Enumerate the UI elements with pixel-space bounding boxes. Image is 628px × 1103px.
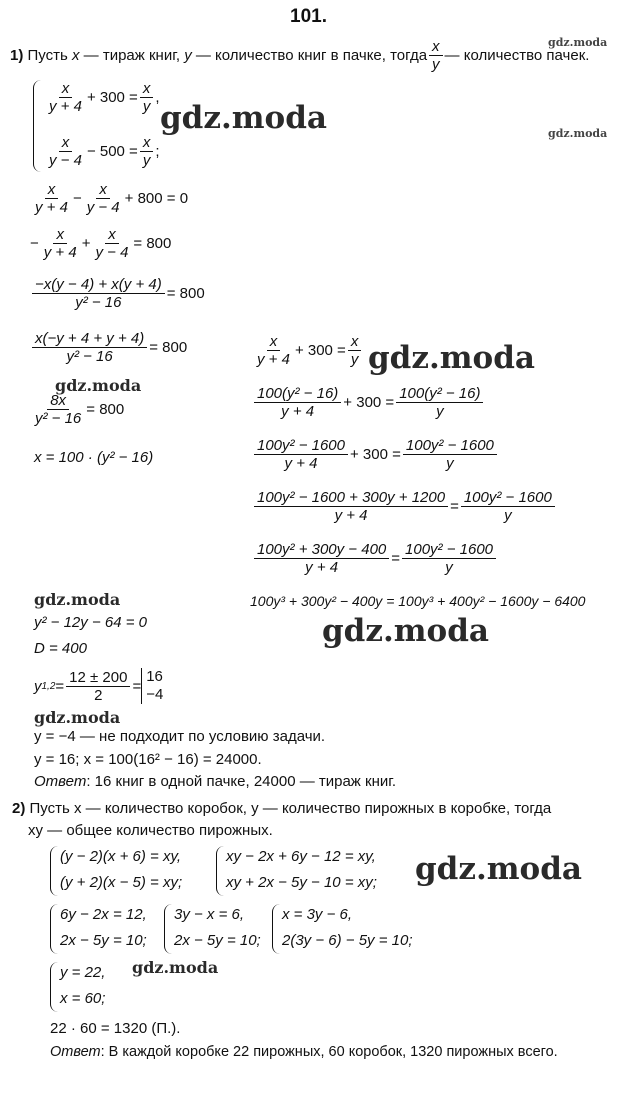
problem-number: 101. bbox=[290, 6, 327, 27]
roots: y 1,2 = $\frac{12 \pm 200}{2}$ = 16 −4 bbox=[34, 668, 164, 704]
accepted-root: y = 16; x = 100(16² − 16) = 24000. bbox=[34, 751, 262, 768]
system-brace-E bbox=[272, 904, 280, 954]
rejected-root: y = −4 — не подходит по условию задачи. bbox=[34, 728, 326, 745]
sysE-eq1: x = 3y − 6, bbox=[282, 906, 353, 923]
sysE-eq2: 2(3y − 6) − 5y = 10; bbox=[282, 932, 413, 949]
step-subtract: $\frac{x}{y + 4}$ − $\frac{x}{y - 4}$ + 800 = 0 bbox=[35, 181, 189, 216]
sys1-eq1: $\frac{x}{y + 4}$ + 300 = $\frac{x}{y}$ , bbox=[49, 80, 160, 115]
x-expression: x = 100 · (y² − 16) bbox=[34, 449, 154, 466]
right-step-4: $\frac{\text{100y² − 1600 + 300y + 1200}}{y + 4}$ = $\frac{\text{100y² − 1600}}{y}$ bbox=[252, 489, 557, 524]
watermark-7: gdz.moda bbox=[415, 851, 582, 887]
right-step-5: $\frac{\text{100y² + 300y − 400}}{y + 4}$ = $\frac{\text{100y² − 1600}}{y}$ bbox=[252, 541, 498, 576]
system-brace-F bbox=[50, 962, 58, 1012]
step-simplified: $\frac{x(-y + 4 + y + 4)}{\text{y² − 16}}$ = 800 bbox=[30, 330, 187, 365]
sysB-eq2: xy + 2x − 5y − 10 = xy; bbox=[226, 874, 377, 891]
part1-intro-4: — количество пачек. bbox=[444, 47, 590, 64]
step-8x: $\frac{8x}{\text{y² − 16}}$ = 800 bbox=[35, 392, 125, 427]
root-2: −4 bbox=[146, 686, 164, 703]
sysA-eq2: (y + 2)(x − 5) = xy; bbox=[60, 874, 183, 891]
part1-intro-3: — количество книг в пачке, тогда bbox=[195, 47, 428, 64]
product-line: 22 · 60 = 1320 (П.). bbox=[50, 1020, 181, 1037]
watermark-6: gdz.moda bbox=[34, 708, 121, 727]
var-x: x bbox=[72, 47, 80, 64]
quadratic-equation: y² − 12y − 64 = 0 bbox=[34, 614, 147, 631]
part1-number: 1) bbox=[10, 47, 24, 64]
step-negate: − $\frac{x}{y + 4}$ + $\frac{x}{y - 4}$ = 800 bbox=[30, 226, 172, 261]
system-brace-A bbox=[50, 846, 58, 896]
watermark-right: gdz.moda bbox=[548, 127, 608, 140]
watermark-1: gdz.moda bbox=[160, 100, 327, 136]
part1-intro-2: — тираж книг, bbox=[83, 47, 181, 64]
answer-1: Ответ: 16 книг в одной пачке, 24000 — тираж книг. bbox=[34, 773, 397, 790]
right-step-1: $\frac{x}{y + 4}$ + 300 = $\frac{x}{y}$ bbox=[252, 333, 363, 368]
system-brace-1 bbox=[33, 80, 42, 172]
sysB-eq1: xy − 2x + 6y − 12 = xy, bbox=[226, 848, 376, 865]
sysD-eq1: 3y − x = 6, bbox=[174, 906, 245, 923]
watermark-top-right: gdz.moda bbox=[548, 36, 608, 49]
root-1: 16 bbox=[146, 668, 163, 685]
cubic-equation: 100y³ + 300y² − 400y = 100y³ + 400y² − 1600y − 6400 bbox=[250, 593, 586, 609]
part1-intro-1: Пусть bbox=[27, 47, 68, 64]
part1-intro bbox=[10, 38, 589, 73]
sys1-eq2: $\frac{x}{y - 4}$ − 500 = $\frac{x}{y}$ ; bbox=[49, 134, 160, 169]
watermark-3: gdz.moda bbox=[368, 340, 535, 376]
right-step-3: $\frac{\text{100y² − 1600}}{y + 4}$ + 300 = $\frac{\text{100y² − 1600}}{y}$ bbox=[252, 437, 499, 472]
sysA-eq1: (y − 2)(x + 6) = xy, bbox=[60, 848, 182, 865]
sysD-eq2: 2x − 5y = 10; bbox=[174, 932, 261, 949]
watermark-5: gdz.moda bbox=[34, 590, 121, 609]
right-step-2: $\frac{\text{100(y² − 16)}}{y + 4}$ + 300 = $\frac{\text{100(y² − 16)}}{y}$ bbox=[252, 385, 485, 420]
part2-intro-1: 2) Пусть x — количество коробок, y — количество пирожных в коробке, тогда bbox=[12, 800, 552, 817]
watermark-2: gdz.moda bbox=[55, 376, 142, 395]
fraction-x-over-y: $\frac{x}{y}$ bbox=[429, 38, 443, 73]
var-y: y bbox=[184, 47, 192, 64]
watermark-8: gdz.moda bbox=[132, 958, 219, 977]
sysC-eq2: 2x − 5y = 10; bbox=[60, 932, 147, 949]
watermark-4: gdz.moda bbox=[322, 613, 489, 649]
system-brace-C bbox=[50, 904, 58, 954]
sysF-eq2: x = 60; bbox=[60, 990, 106, 1007]
sysC-eq1: 6y − 2x = 12, bbox=[60, 906, 147, 923]
discriminant: D = 400 bbox=[34, 640, 87, 657]
step-combined: $\frac{-x(y - 4) + x(y + 4)}{\text{y² − 16}}$ = 800 bbox=[30, 276, 205, 311]
part2-intro-2: xy — общее количество пирожных. bbox=[28, 822, 273, 839]
sysF-eq1: y = 22, bbox=[60, 964, 106, 981]
answer-2: Ответ: В каждой коробке 22 пирожных, 60 коробок, 1320 пирожных всего. bbox=[50, 1044, 558, 1060]
system-brace-B bbox=[216, 846, 224, 896]
system-brace-D bbox=[164, 904, 172, 954]
